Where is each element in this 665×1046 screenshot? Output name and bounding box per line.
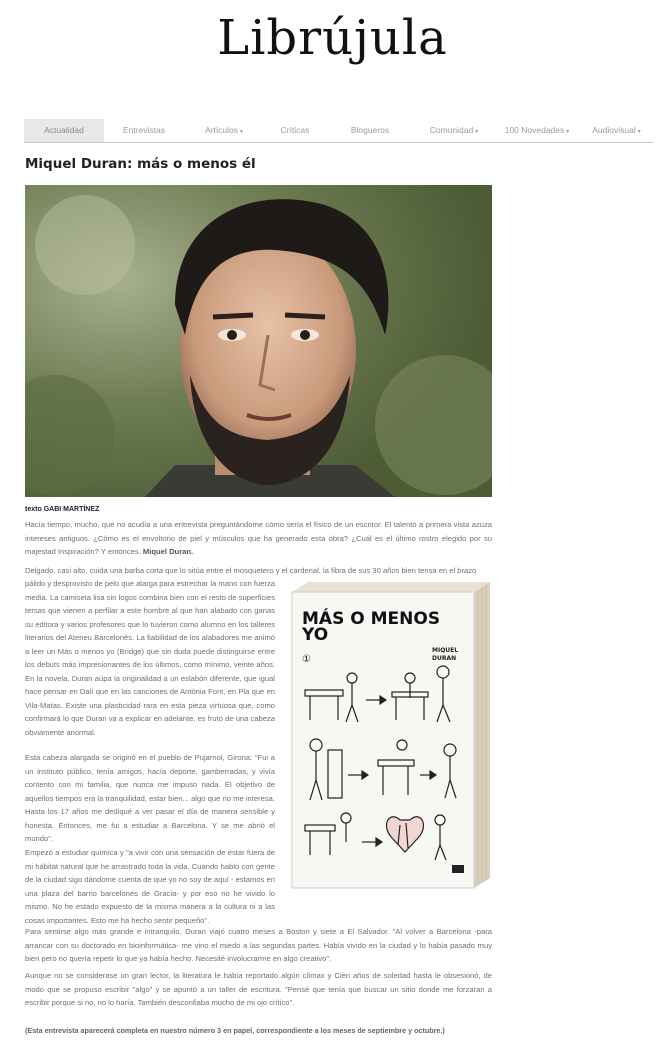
book-author-line2: DURAN — [432, 655, 457, 662]
main-nav — [24, 119, 653, 143]
article-paragraph-1: Hacía tiempo, mucho, que no acudía a una entrevista preguntándome cómo sería el físico de un escritor. El talento a primera vista azuza intereses antiguos. ¿Cómo es el envoltorio de piel y músculos que ha generado esta obra? ¿Cuál es el último rostro elegido por su majestad Inspiración? Y entonces, Miquel Duran. — [25, 520, 492, 556]
edition-note: (Esta entrevista aparecerá completa en nuestro número 3 en papel, correspondiente a los meses de septiembre y octubre.) — [25, 1026, 445, 1035]
logo-text: Librújula — [217, 10, 448, 66]
chevron-down-icon: ▾ — [475, 129, 479, 135]
book-step-number: ① — [302, 654, 311, 665]
nav-item-criticas[interactable]: Críticas — [280, 125, 310, 135]
book-title-line1: MÁS O MENOS — [302, 609, 441, 629]
nav-item-audiovisual[interactable]: Audiovisual ▾ — [592, 125, 641, 135]
nav-item-articulos[interactable]: Artículos ▾ — [204, 125, 244, 135]
article-paragraph-4: Empezó a estudiar química y "a vivir con una sensación de estar fuera de mi hábitat natural que he arrastrado toda la vida. Cuando hablo con gente de la ciudad sigo dándome cuenta de que yo no soy de aquí - estamos en una plaza del barrio barcelonés de Gracia- y por eso no he vivido lo mismo. No he estado expuesto de la misma manera a la cultura ni a las cosas importantes. Esto me ha hecho sentir pequeño". — [25, 848, 275, 925]
page-title: Miquel Duran: más o menos él — [25, 156, 256, 172]
nav-item-blogueros[interactable]: Blogueros — [350, 125, 390, 135]
article-paragraph-6: Aunque no se considerase un gran lector, la literatura le había reportado algún clímax y Cien años de soledad hasta le obsesionó, de modo que se propuso escribir "algo" y se apuntó a un taller de escritura. "Pensé que tenía que buscar un sitio donde me forzaran a escribir porque si no, no lo haría. También desconfiaba mucho de mi ojo crítico". — [25, 971, 492, 1007]
author-credit: texto GABI MARTÍNEZ — [25, 506, 100, 513]
nav-item-comunidad[interactable]: Comunidad ▾ — [429, 125, 479, 135]
chevron-down-icon: ▾ — [637, 129, 641, 135]
article-paragraph-2-intro: Delgado, casi alto, cuida una barba corta que lo sitúa entre el mosquetero y el cardenal, la fibra de sus 30 años bien tensa en el brazo — [25, 566, 477, 575]
article-paragraph-5: Para sentirse algo más grande e intranquilo, Duran viajó cuatro meses a Boston y siete a El Salvador. "Al volver a Barcelona -para arrancar con su doctorado en bioinformática- me vino el miedo a las segundas partes. Había vivido en la ciudad y lo había pasado muy bien pero no quería repetir lo que ya había hecho. Necesité involucrarme en algo creativo". — [25, 927, 492, 963]
chevron-down-icon: ▾ — [240, 129, 244, 135]
nav-item-actualidad[interactable]: Actualidad — [24, 119, 104, 142]
site-logo[interactable] — [0, 4, 665, 80]
book-title-line2: YO — [302, 625, 329, 645]
chevron-down-icon: ▾ — [566, 129, 570, 135]
book-author-line1: MIQUEL — [432, 647, 459, 654]
article-paragraph-3: Esta cabeza alargada se originó en el pueblo de Pujarnol, Girona: "Fui a un instituto público, tenía amigos, hacía deporte, gamberradas, y vivía contento con mi familia, que nunca me impuso nada. El objetivo de aquellos tiempos era la tranquilidad, estar bien... algo que no me interesa. Hasta los 17 años me dediqué a ver pasar el día de manera sensible y honesta. Entonces, me fui a estudiar a Barcelona. Y se me abrió el mundo". — [25, 753, 275, 843]
article-paragraph-2: pálido y desprovisto de pelo que alarga para estrechar la mano con fuerza media. La camiseta lisa sin logos combina bien con el resto de superficies tersas que vienen a perfilar a este hombre al que han alabado con ganas su editora y varios profesores que lo tuvieron como alumno en los talleres literarios del Ateneu Barcelonès. La fiabilidad de los alabadores me animó a leer un Más o menos yo (Bridge) que sin duda puede distinguirse entre los debuts más impresionantes de los últimos, como mínimo, veinte años. En la novela, Duran aúpa la originalidad a un eslabón diferente, que igual hace pensar en Dalí que en las canciones de Antònia Font, en Pla que en Vila-Matas. Existe una plasticidad rara en esta pieza virtuosa que, como confirmará lo que Duran va a explicar en adelante, es fruto de una cabeza obviamente anormal. — [25, 579, 275, 737]
book-cover-image — [280, 580, 492, 893]
nav-item-entrevistas[interactable]: Entrevistas — [122, 125, 166, 135]
nav-item-100-novedades[interactable]: 100 Novedades ▾ — [504, 125, 570, 135]
author-photo — [25, 185, 492, 497]
